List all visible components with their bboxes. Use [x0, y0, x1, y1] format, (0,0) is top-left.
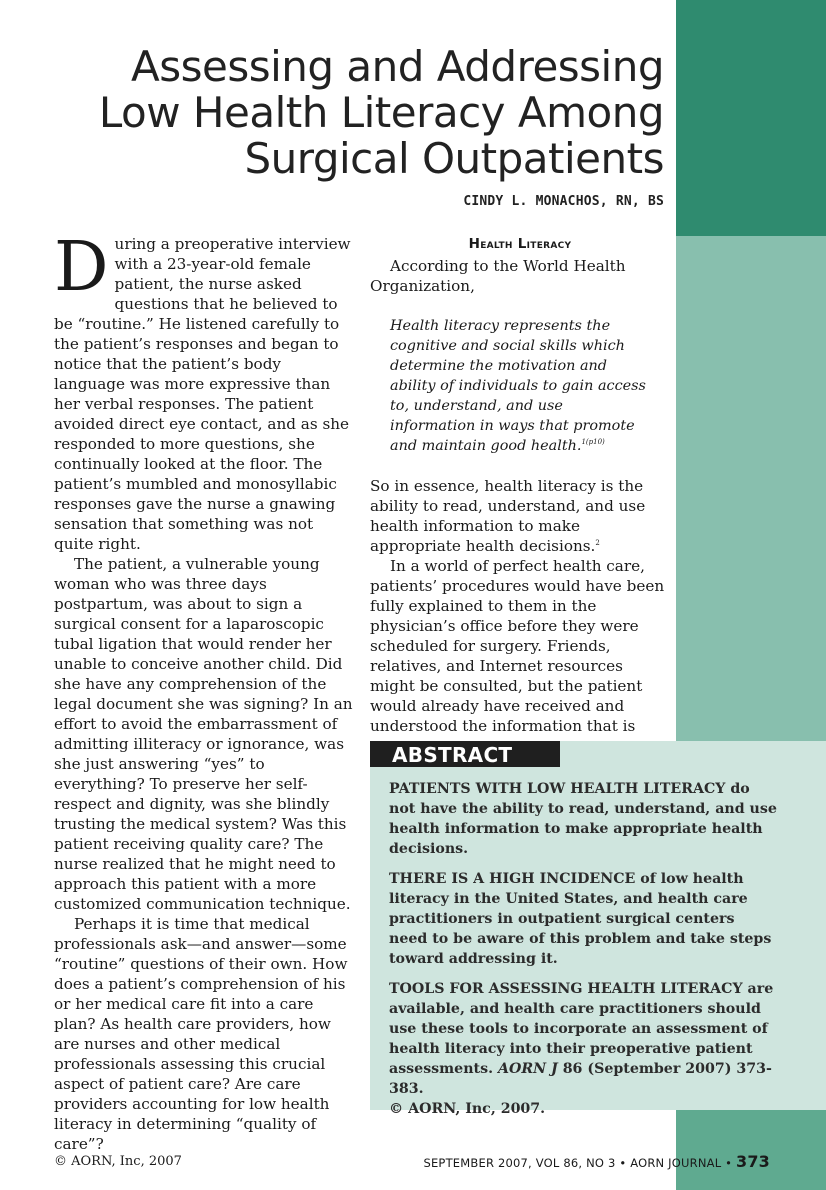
paragraph: Perhaps it is time that medical professionals ask—and answer—some “routine” questions of their own. How does a patient’s comprehension of his or her medical care fit into a care plan? As health care providers, how are nurses and other medical professionals assessing this crucial aspect of patient care? Are care providers accounting for low health literacy in determining “quality of care”? — [54, 915, 348, 1153]
quote-text: Health literacy represents the cognitive and social skills which determine the motivation and ability of individuals to gain access to, understand, and use information in ways that promote and maintain good health. — [390, 318, 646, 454]
journal-abbrev: AORN J — [497, 1061, 558, 1077]
paragraph — [370, 476, 670, 556]
issue-info: SEPTEMBER 2007, VOL 86, NO 3 • AORN JOURNAL • — [423, 1156, 733, 1170]
citation-ref: 2 — [595, 538, 600, 547]
footer-issue — [423, 1152, 770, 1171]
author-byline: CINDY L. MONACHOS, RN, BS — [463, 194, 664, 209]
footer-copyright: © AORN, Inc, 2007 — [54, 1154, 182, 1169]
abstract-item-text: TOOLS FOR ASSESSING HEALTH LITERACY are available, and health care practitioners should use these tools to incorporate an assessment of health literacy into their preoperative patient assessments. — [389, 981, 774, 1077]
page-number: 373 — [736, 1152, 770, 1171]
abstract-item — [389, 979, 777, 1119]
abstract-item: THERE IS A HIGH INCIDENCE of low health literacy in the United States, and health care practitioners in outpatient surgical centers need to be aware of this problem and take steps toward addressing it. — [389, 871, 772, 967]
body-column-left — [54, 228, 354, 1154]
paragraph: The patient, a vulnerable young woman who was three days postpartum, was about to sign a surgical consent for a laparoscopic tubal ligation that would render her unable to conceive another child. Did she have any comprehension of the legal document she was signing? In an effort to avoid the embarrassment of admitting illiteracy or ignorance, was she just answering “yes” to everything? To preserve her self-respect and dignity, was she blindly trusting the medical system? Was this patient receiving quality care? The nurse realized that he might need to approach this patient with a more customized communication technique. — [54, 555, 353, 913]
body-column-right — [370, 234, 670, 736]
paragraph-text: uring a preoperative interview with a 23-year-old female patient, the nurse asked questions that he believed to be “routine.” He listened carefully to the patient’s responses and began to notice that the patient’s body language was more expressive than her verbal responses. The patient avoided direct eye contact, and as she responded to more questions, she continually looked at the floor. The patient’s mumbled and monosyllabic responses gave the nurse a gnawing sensation that something was not quite right. — [54, 235, 351, 553]
abstract-copyright: © AORN, Inc, 2007. — [389, 1101, 546, 1117]
title-line: Low Health Literacy Among — [98, 88, 664, 137]
paragraph: In a world of perfect health care, patients’ procedures would have been fully explained to them in the physician’s office before they were scheduled for surgery. Friends, relatives, and Internet resources might be consulted, but the patient would already have received and understood the information that is — [370, 557, 665, 735]
abstract-body — [389, 779, 777, 1129]
section-heading: Health Literacy — [468, 236, 572, 252]
accent-band-top — [676, 0, 826, 236]
article-title — [64, 44, 664, 182]
title-line: Surgical Outpatients — [244, 134, 664, 183]
paragraph — [54, 228, 354, 554]
abstract-item: PATIENTS WITH LOW HEALTH LITERACY do not have the ability to read, understand, and use health information to make appropriate health decisions. — [389, 781, 777, 857]
title-line: Assessing and Addressing — [131, 42, 664, 91]
block-quote — [390, 316, 652, 456]
paragraph: According to the World Health Organization, — [370, 257, 626, 295]
citation-ref: 1(p10) — [581, 438, 605, 447]
drop-cap: D — [54, 228, 109, 307]
paragraph-text: So in essence, health literacy is the ability to read, understand, and use health information to make appropriate health decisions. — [370, 477, 646, 555]
abstract-box — [370, 741, 826, 1117]
abstract-title: ABSTRACT — [392, 743, 513, 767]
citation: 86 (September 2007) 373-383. — [389, 1061, 772, 1097]
